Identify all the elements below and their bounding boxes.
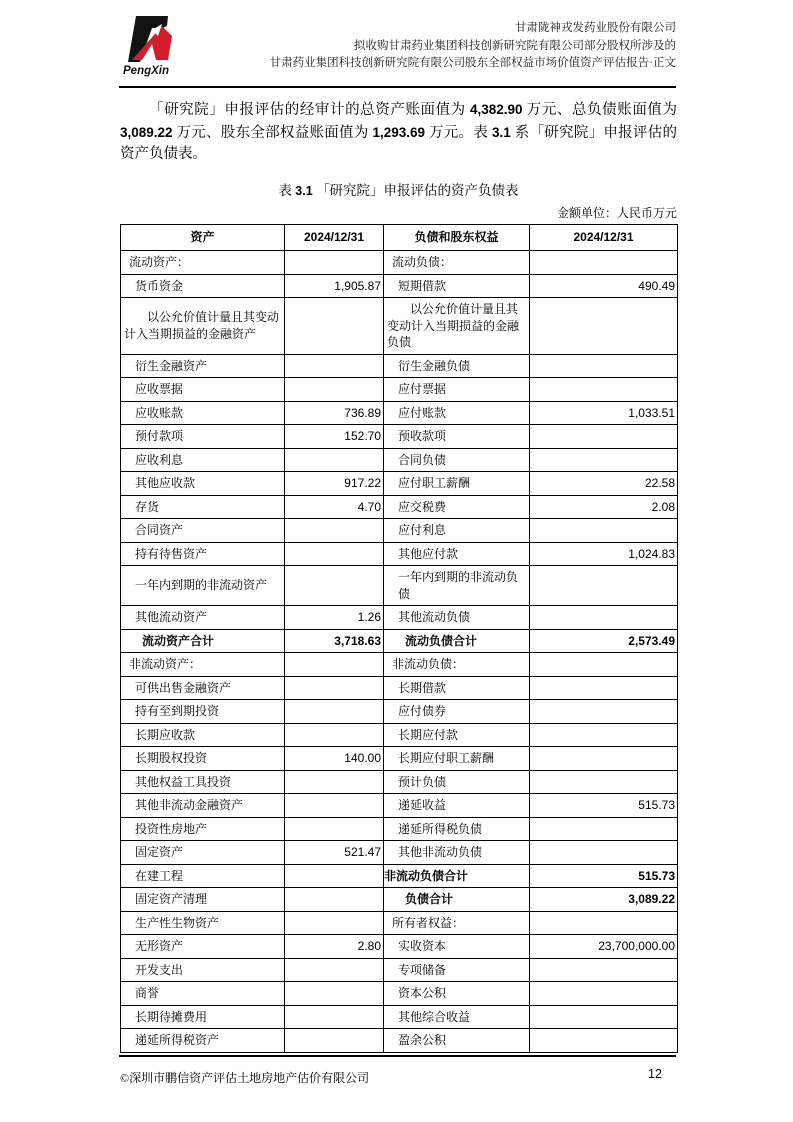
table-row (121, 888, 678, 912)
liability-label-cell: 其他流动负债 (384, 606, 530, 630)
liability-value-cell: 2.08 (530, 495, 678, 519)
liability-value-cell (530, 911, 678, 935)
liability-label-cell: 递延收益 (384, 794, 530, 818)
balance-sheet-table (120, 224, 678, 1053)
asset-value-cell (285, 911, 384, 935)
asset-value-cell (285, 1005, 384, 1029)
asset-value-cell (285, 676, 384, 700)
asset-value-cell (285, 298, 384, 355)
liability-value-cell (530, 1029, 678, 1053)
text-segment: 万元。表 (425, 124, 493, 141)
asset-label-cell: 其他应收款 (121, 472, 285, 496)
header-line-report-title: 甘肃药业集团科技创新研究院有限公司股东全部权益市场价值资产评估报告·正文 (269, 57, 676, 69)
asset-label-cell: 在建工程 (121, 864, 285, 888)
asset-label-cell: 无形资产 (121, 935, 285, 959)
liability-value-cell (530, 566, 678, 606)
table-row (121, 653, 678, 677)
asset-value-cell (285, 378, 384, 402)
asset-label-cell: 生产性生物资产 (121, 911, 285, 935)
asset-value-cell (285, 354, 384, 378)
liability-label-cell: 负债合计 (384, 888, 530, 912)
liability-label-cell: 预收款项 (384, 425, 530, 449)
pengxin-logo (122, 14, 182, 80)
liability-label-cell: 衍生金融负债 (384, 354, 530, 378)
asset-value-cell: 1,905.87 (285, 274, 384, 298)
asset-value-cell (285, 888, 384, 912)
header-line-transaction: 拟收购甘肃药业集团科技创新研究院有限公司部分股权所涉及的 (354, 39, 676, 52)
liability-value-cell (530, 982, 678, 1006)
asset-value-cell (285, 817, 384, 841)
liability-value-cell (530, 770, 678, 794)
liability-label-cell: 其他应付款 (384, 542, 530, 566)
asset-value-cell (285, 770, 384, 794)
header-line-company: 甘肃陇神戎发药业股份有限公司 (515, 22, 676, 34)
text-segment: 万元、股东全部权益账面值为 (172, 124, 373, 141)
table-row (121, 958, 678, 982)
table-row (121, 251, 678, 275)
table-row (121, 495, 678, 519)
liability-value-cell (530, 251, 678, 275)
table-row (121, 1005, 678, 1029)
asset-label-cell: 开发支出 (121, 958, 285, 982)
liability-label-cell: 资本公积 (384, 982, 530, 1006)
col-header-liabilities-date: 2024/12/31 (530, 225, 678, 251)
asset-label-cell: 其他权益工具投资 (121, 770, 285, 794)
asset-label-cell: 应收利息 (121, 448, 285, 472)
table-row (121, 472, 678, 496)
asset-value-cell: 521.47 (285, 841, 384, 865)
asset-label-cell: 固定资产清理 (121, 888, 285, 912)
liability-value-cell (530, 298, 678, 355)
liability-label-cell: 以公允价值计量且其变动计入当期损益的金融负债 (384, 298, 530, 355)
table-row (121, 700, 678, 724)
liability-value-cell: 1,033.51 (530, 401, 678, 425)
liability-value-cell (530, 958, 678, 982)
liability-value-cell: 2,573.49 (530, 629, 678, 653)
asset-label-cell: 存货 (121, 495, 285, 519)
table-row (121, 841, 678, 865)
asset-label-cell: 应收票据 (121, 378, 285, 402)
table-row (121, 864, 678, 888)
asset-value-cell (285, 864, 384, 888)
liability-label-cell: 应付账款 (384, 401, 530, 425)
asset-label-cell: 流动资产合计 (121, 629, 285, 653)
page-number: 12 (648, 1067, 662, 1081)
asset-value-cell (285, 982, 384, 1006)
table-row (121, 770, 678, 794)
table-title (120, 179, 677, 199)
asset-value-cell (285, 794, 384, 818)
table-row (121, 723, 678, 747)
balance-table-body (121, 251, 678, 1053)
asset-value-cell: 917.22 (285, 472, 384, 496)
asset-value-cell: 152.70 (285, 425, 384, 449)
asset-label-cell: 其他非流动金融资产 (121, 794, 285, 818)
asset-label-cell: 可供出售金融资产 (121, 676, 285, 700)
liability-value-cell (530, 747, 678, 771)
table-row (121, 629, 678, 653)
number-text: 4,382.90 (469, 102, 523, 117)
header-divider (119, 86, 676, 88)
table-row (121, 378, 678, 402)
liability-label-cell: 专项储备 (384, 958, 530, 982)
asset-value-cell (285, 653, 384, 677)
table-row (121, 354, 678, 378)
table-row (121, 606, 678, 630)
liability-label-cell: 流动负债： (384, 251, 530, 275)
liability-value-cell: 490.49 (530, 274, 678, 298)
asset-label-cell: 持有至到期投资 (121, 700, 285, 724)
table-row (121, 566, 678, 606)
asset-label-cell: 流动资产： (121, 251, 285, 275)
table-row (121, 519, 678, 543)
table-row (121, 817, 678, 841)
asset-label-cell: 非流动资产： (121, 653, 285, 677)
col-header-assets: 资产 (121, 225, 285, 251)
col-header-liabilities: 负债和股东权益 (384, 225, 530, 251)
asset-label-cell: 一年内到期的非流动资产 (121, 566, 285, 606)
liability-label-cell: 一年内到期的非流动负债 (384, 566, 530, 606)
unit-note: 金额单位：人民币万元 (556, 206, 677, 220)
liability-label-cell: 短期借款 (384, 274, 530, 298)
asset-value-cell (285, 723, 384, 747)
liability-label-cell: 非流动负债： (384, 653, 530, 677)
asset-label-cell: 预付款项 (121, 425, 285, 449)
liability-label-cell: 长期借款 (384, 676, 530, 700)
asset-value-cell: 3,718.63 (285, 629, 384, 653)
table-row (121, 542, 678, 566)
asset-value-cell (285, 542, 384, 566)
asset-value-cell: 4.70 (285, 495, 384, 519)
liability-label-cell: 所有者权益： (384, 911, 530, 935)
number-text: 3,089.22 (120, 124, 173, 140)
asset-value-cell (285, 448, 384, 472)
liability-value-cell (530, 1005, 678, 1029)
table-row (121, 448, 678, 472)
text-segment: 系「研究院」申报评估的资产负债表。 (120, 124, 678, 162)
footer-copyright: ©深圳市鹏信资产评估土地房地产估价有限公司 (120, 1071, 370, 1085)
liability-value-cell (530, 723, 678, 747)
asset-label-cell: 持有待售资产 (121, 542, 285, 566)
liability-label-cell: 应交税费 (384, 495, 530, 519)
table-row (121, 794, 678, 818)
asset-value-cell: 736.89 (285, 401, 384, 425)
logo-r-mark (128, 16, 172, 62)
liability-value-cell: 515.73 (530, 864, 678, 888)
liability-value-cell: 3,089.22 (530, 888, 678, 912)
table-row (121, 935, 678, 959)
liability-label-cell: 合同负债 (384, 448, 530, 472)
asset-label-cell: 以公允价值计量且其变动计入当期损益的金融资产 (121, 298, 285, 355)
asset-label-cell: 长期应收款 (121, 723, 285, 747)
asset-value-cell (285, 519, 384, 543)
logo-wordmark: PengXin (123, 65, 170, 77)
text-segment: 表 (278, 183, 296, 198)
liability-value-cell (530, 354, 678, 378)
asset-label-cell: 应收账款 (121, 401, 285, 425)
asset-label-cell: 衍生金融资产 (121, 354, 285, 378)
liability-label-cell: 应付票据 (384, 378, 530, 402)
report-header (196, 20, 676, 73)
table-header-row (121, 225, 678, 251)
liability-label-cell: 递延所得税负债 (384, 817, 530, 841)
text-segment: 万元、总负债账面值为 (522, 102, 678, 118)
liability-value-cell: 1,024.83 (530, 542, 678, 566)
liability-label-cell: 应付债券 (384, 700, 530, 724)
liability-value-cell (530, 841, 678, 865)
liability-value-cell (530, 700, 678, 724)
asset-label-cell: 固定资产 (121, 841, 285, 865)
liability-label-cell: 其他非流动负债 (384, 841, 530, 865)
asset-value-cell (285, 566, 384, 606)
liability-label-cell: 应付利息 (384, 519, 530, 543)
liability-label-cell: 其他综合收益 (384, 1005, 530, 1029)
table-row (121, 676, 678, 700)
asset-value-cell (285, 1029, 384, 1053)
liability-value-cell (530, 378, 678, 402)
asset-value-cell (285, 958, 384, 982)
liability-label-cell: 预计负债 (384, 770, 530, 794)
footer-divider (119, 1055, 676, 1057)
intro-paragraph (120, 99, 677, 166)
liability-value-cell (530, 817, 678, 841)
liability-value-cell (530, 676, 678, 700)
asset-value-cell: 1.26 (285, 606, 384, 630)
asset-label-cell: 商誉 (121, 982, 285, 1006)
liability-label-cell: 应付职工薪酬 (384, 472, 530, 496)
asset-label-cell: 递延所得税资产 (121, 1029, 285, 1053)
table-row (121, 1029, 678, 1053)
liability-value-cell (530, 448, 678, 472)
table-row (121, 425, 678, 449)
asset-label-cell: 长期待摊费用 (121, 1005, 285, 1029)
asset-label-cell: 货币资金 (121, 274, 285, 298)
liability-value-cell: 22.58 (530, 472, 678, 496)
liability-value-cell (530, 425, 678, 449)
col-header-assets-date: 2024/12/31 (285, 225, 384, 251)
liability-label-cell: 长期应付职工薪酬 (384, 747, 530, 771)
number-text: 1,293.69 (372, 124, 426, 140)
asset-value-cell (285, 700, 384, 724)
liability-value-cell (530, 519, 678, 543)
asset-label-cell: 其他流动资产 (121, 606, 285, 630)
liability-label-cell: 实收资本 (384, 935, 530, 959)
liability-label-cell: 盈余公积 (384, 1029, 530, 1053)
asset-value-cell: 140.00 (285, 747, 384, 771)
table-row (121, 747, 678, 771)
liability-value-cell (530, 606, 678, 630)
asset-label-cell: 长期股权投资 (121, 747, 285, 771)
text-segment: 「研究院」申报评估的资产负债表 (312, 183, 519, 198)
table-row (121, 298, 678, 355)
liability-label-cell: 长期应付款 (384, 723, 530, 747)
liability-value-cell: 515.73 (530, 794, 678, 818)
asset-value-cell (285, 251, 384, 275)
number-text: 3.1 (295, 184, 313, 198)
number-text: 3.1 (492, 124, 511, 140)
table-row (121, 401, 678, 425)
table-row (121, 274, 678, 298)
liability-value-cell: 23,700,000.00 (530, 935, 678, 959)
table-row (121, 911, 678, 935)
asset-label-cell: 投资性房地产 (121, 817, 285, 841)
liability-label-cell: 非流动负债合计 (384, 864, 530, 888)
asset-label-cell: 合同资产 (121, 519, 285, 543)
text-segment: 「研究院」申报评估的经审计的总资产账面值为 (149, 102, 470, 118)
liability-value-cell (530, 653, 678, 677)
asset-value-cell: 2.80 (285, 935, 384, 959)
table-row (121, 982, 678, 1006)
liability-label-cell: 流动负债合计 (384, 629, 530, 653)
